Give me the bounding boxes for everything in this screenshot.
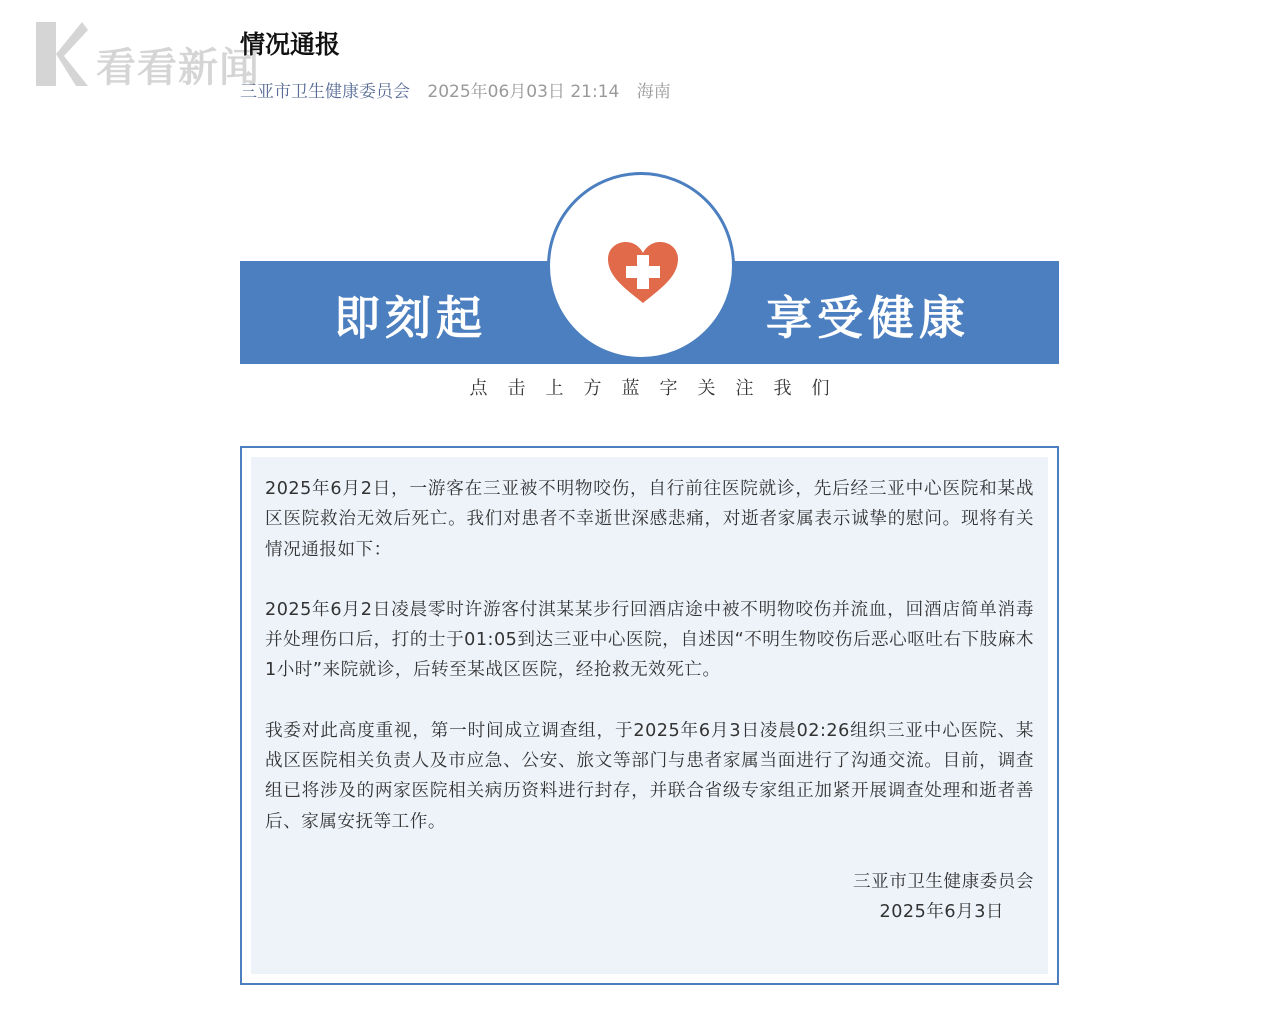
watermark-logo (22, 12, 262, 98)
heart-cross-icon (606, 241, 680, 305)
article-meta (240, 77, 671, 102)
banner-slogan-right: 享受健康 (766, 291, 970, 345)
follow-prompt: 点击上方蓝字关注我们 (469, 378, 850, 399)
signature-block (265, 867, 1034, 928)
notice-paragraph: 我委对此高度重视，第一时间成立调查组，于2025年6月3日凌晨02:26组织三亚中心医院、某战区医院相关负责人及市应急、公安、旅文等部门与患者家属当面进行了沟通交流。目前，调查组已将涉及的两家医院相关病历资料进行封存，并联合省级专家组正加紧开展调查处理和逝者善后、家属安抚等工作。 (265, 720, 1034, 832)
notice-paragraph: 2025年6月2日凌晨零时许游客付淇某某步行回酒店途中被不明物咬伤并流血，回酒店简单消毒并处理伤口后，打的士于01:05到达三亚中心医院，自述因“不明生物咬伤后恶心呕吐右下肢麻木1小时”来院就诊，后转至某战区医院，经抢救无效死亡。 (265, 599, 1034, 681)
signature-date: 2025年6月3日 (879, 902, 1004, 923)
article-title: 情况通报 (240, 30, 341, 59)
publish-region: 海南 (636, 82, 671, 102)
notice-box (240, 446, 1059, 985)
signature-org: 三亚市卫生健康委员会 (853, 871, 1034, 892)
publish-date: 2025年06月03日 21:14 (427, 82, 620, 102)
notice-paragraph: 2025年6月2日，一游客在三亚被不明物咬伤，自行前往医院就诊，先后经三亚中心医院和某战区医院救治无效后死亡。我们对患者不幸逝世深感悲痛，对逝者家属表示诚挚的慰问。现将有关情况通报如下： (265, 479, 1034, 560)
author-link[interactable]: 三亚市卫生健康委员会 (240, 82, 410, 102)
k-logo-icon (26, 16, 90, 92)
follow-banner[interactable] (240, 172, 1059, 372)
watermark-text: 看看新闻 (96, 45, 260, 91)
notice-content (251, 457, 1048, 974)
banner-slogan-left: 即刻起 (334, 291, 487, 345)
